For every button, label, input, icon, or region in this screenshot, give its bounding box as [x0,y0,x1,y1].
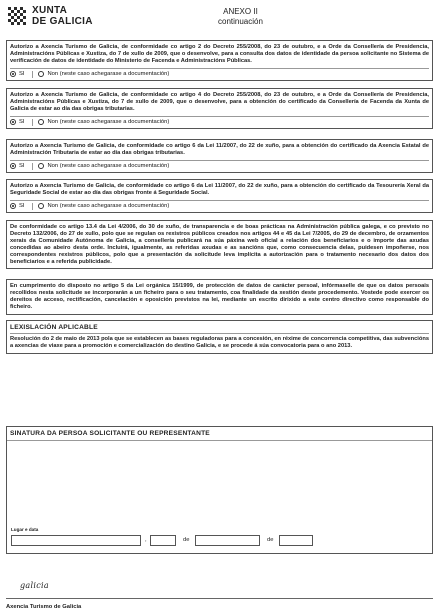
annex-heading [218,7,263,26]
logo-line-2: DE GALICIA [32,16,93,27]
legislation-text: Resolución do 2 de maio de 2013 pola que se establecen as bases reguladoras para a concesión, en réxime de concorrencia competitiva, das subvencións a axencias de viaxe para a promoción e comercialización do destino Galicia, e se procede á súa convocatoria para o ano 2013. [10,336,429,349]
privacy-notice-box [6,279,433,315]
de-label-2: de [267,537,274,543]
logo-line-1: XUNTA [32,5,68,16]
publicity-text: De conformidade co artigo 13.4 da Lei 4/2006, do 30 de xuño, de transparencia e de boas prácticas na Administración pública galega, e co previsto no Decreto 132/2006, do 27 de xullo, polo que se regulan os rexistros públicos creados nos artigos 44 e 45 da Lei 7/2005, do 29 de decembro, de orzamentos xerais da Comunidade Autónoma de Galicia, a consellería publicará na súa páxina web oficial a relación dos beneficiarios e o importe das axudas concedidas ao abeiro desta orde. Incluirá, igualmente, as referidas axudas e as sancións que, como consecuencia delas, puidesen impoñerse, nos correspondentes rexistros públicos, polo que a presentación da solicitude leva implícita a autorización para o tratamento necesario dos datos dos beneficiarios e a referida publicidade. [10,224,429,265]
galicia-brand-logo [20,575,49,593]
radio-yes-label: SI [19,119,25,126]
xunta-logo [6,4,136,32]
xunta-shield-icon [6,5,28,29]
footer-organization: Axencia Turismo de Galicia [6,604,82,610]
annex-title: ANEXO II [223,7,258,16]
day-input[interactable] [150,535,176,546]
radio-no[interactable] [38,203,44,209]
authorization-options [10,68,429,78]
authorization-options [10,200,429,210]
legislation-box [6,320,433,354]
options-divider [32,119,33,126]
radio-no-label: Non (neste caso achegarase a documentación) [47,163,170,170]
authorization-text: Autorizo a Axencia Turismo de Galicia, de conformidade co artigo 6 da Lei 11/2007, do 22 de xuño, para a obtención do certificado da Axencia Estatal de Administración Tributaria de estar ao día das obrigas tributarias. [10,143,429,156]
signature-title: SINATURA DA PERSOA SOLICITANTE OU REPRESENTANTE [10,430,210,437]
place-input[interactable] [11,535,141,546]
privacy-text: En cumprimento do disposto no artigo 5 da Lei orgánica 15/1999, de protección de datos de carácter persoal, infórmaselle de que os datos persoais recollidos nesta solicitude se incorporarán a un ficheiro para o seu tratamento, coa finalidade da xestión deste procedemento. Vostede pode exercer os dereitos de acceso, rectificación, cancelación e oposición previstos na lei, mediante un escrito dirixido a este centro directivo como responsable do ficheiro. [10,283,429,310]
radio-no[interactable] [38,119,44,125]
comma-separator: , [145,537,147,543]
options-divider [32,203,33,210]
authorization-text: Autorizo a Axencia Turismo de Galicia, de conformidade co artigo 2 do Decreto 255/2008, do 23 de outubro, e a Orde da Consellería de Presidencia, Administracións Públicas e Xustiza, do 7 de xullo de 2009, que o desenvolve, para a consulta dos datos de identidade da persoa solicitante no Sistema de verificación de datos de identidade do Ministerio de Facenda e Administracións Públicas. [10,44,429,64]
radio-yes-label: SI [19,163,25,170]
authorization-social-security-box [6,179,433,213]
logo-text [32,5,93,27]
authorization-regional-tax-box [6,88,433,129]
radio-no[interactable] [38,71,44,77]
radio-yes[interactable] [10,203,16,209]
month-input[interactable] [195,535,260,546]
authorization-text: Autorizo a Axencia Turismo de Galicia, de conformidade co artigo 6 da Lei 11/2007, do 22 de xuño, para a obtención do certificado da Tesourería Xeral da Seguridade Social de estar ao día das obrigas fronte á Seguridade Social. [10,183,429,196]
galicia-logo-text: galicia [20,581,49,590]
radio-no[interactable] [38,163,44,169]
signature-divider [7,440,432,441]
authorization-identity-box [6,40,433,81]
radio-yes[interactable] [10,71,16,77]
options-divider [32,71,33,78]
legislation-title: LEXISLACIÓN APLICABLE [10,324,98,331]
options-divider [32,163,33,170]
authorization-text: Autorizo a Axencia Turismo de Galicia, de conformidade co artigo 4 do Decreto 255/2008, do 23 de outubro, e a Orde da Consellería de Presidencia, Administracións Públicas e Xustiza, do 7 de xullo de 2009, que o desenvolve, para a obtención do certificado da Consellería de Facenda da Xunta de Galicia de estar ao día das obrigas tributarias. [10,92,429,112]
signature-box [6,426,433,554]
year-input[interactable] [279,535,313,546]
footer-divider [6,598,433,599]
legislation-divider [10,333,429,334]
page-header [6,4,433,32]
publicity-notice-box [6,220,433,269]
radio-no-label: Non (neste caso achegarase a documentación) [47,203,170,210]
radio-no-label: Non (neste caso achegarase a documentación) [47,119,170,126]
de-label-1: de [183,537,190,543]
authorization-options [10,160,429,170]
annex-subtitle: continuación [218,16,263,26]
radio-yes[interactable] [10,119,16,125]
radio-yes[interactable] [10,163,16,169]
authorization-state-tax-box [6,139,433,173]
radio-no-label: Non (neste caso achegarase a documentación) [47,71,170,78]
authorization-options [10,116,429,126]
place-date-label: Lugar e data [11,527,39,532]
radio-yes-label: SI [19,203,25,210]
radio-yes-label: SI [19,71,25,78]
